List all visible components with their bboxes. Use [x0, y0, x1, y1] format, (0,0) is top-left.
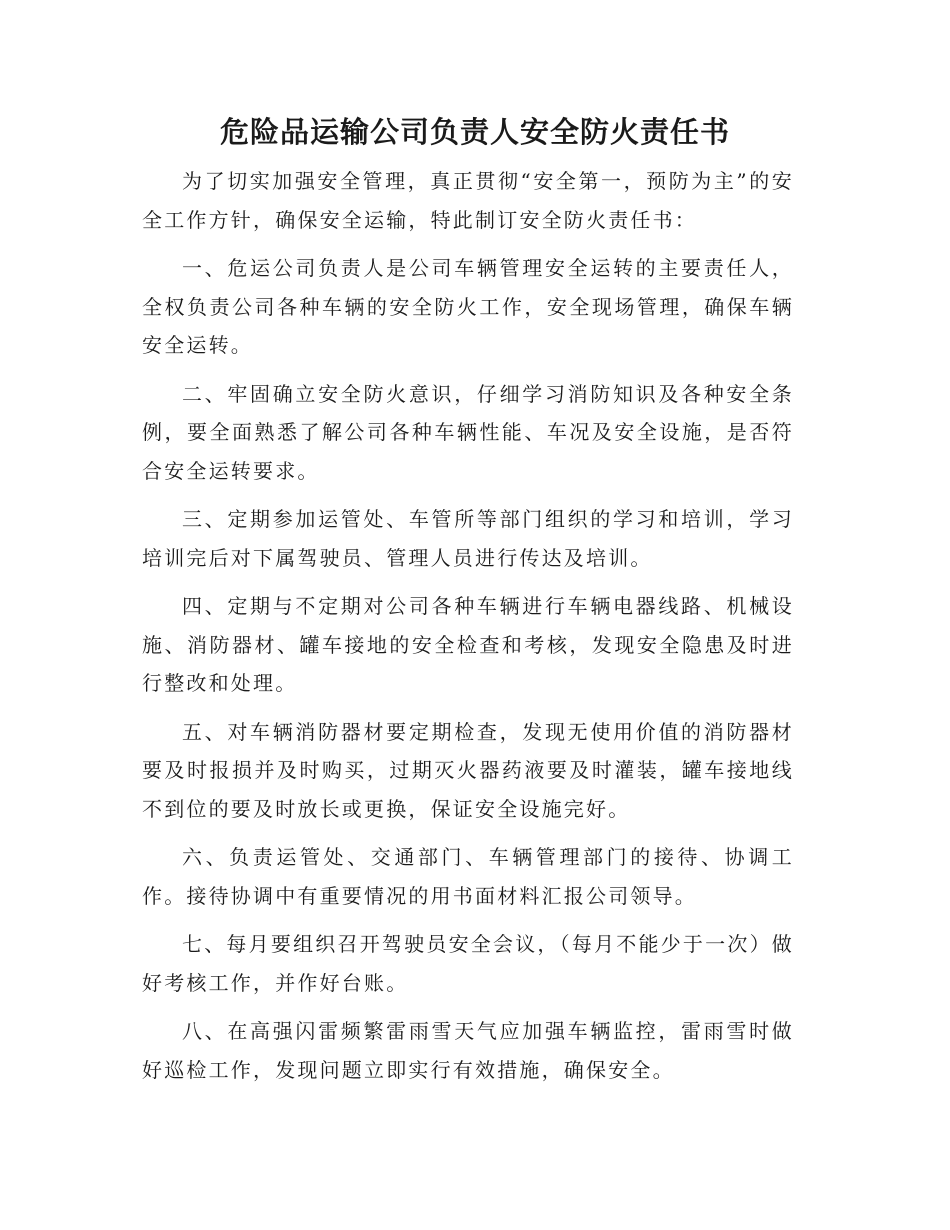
- clause-1-paragraph: 一、危运公司负责人是公司车辆管理安全运转的主要责任人，全权负责公司各种车辆的安全防火工作，安全现场管理，确保车辆安全运转。: [142, 256, 794, 357]
- clause-7-paragraph: 七、每月要组织召开驾驶员安全会议，（每月不能少于一次）做好考核工作，并作好台账。: [142, 932, 794, 995]
- clause-3-paragraph: 三、定期参加运管处、车管所等部门组织的学习和培训，学习培训完后对下属驾驶员、管理人员进行传达及培训。: [142, 507, 794, 570]
- clause-4-paragraph: 四、定期与不定期对公司各种车辆进行车辆电器线路、机械设施、消防器材、罐车接地的安全检查和考核，发现安全隐患及时进行整改和处理。: [142, 594, 794, 695]
- clause-8-paragraph: 八、在高强闪雷频繁雷雨雪天气应加强车辆监控，雷雨雪时做好巡检工作，发现问题立即实行有效措施，确保安全。: [142, 1019, 794, 1082]
- clause-5-paragraph: 五、对车辆消防器材要定期检查，发现无使用价值的消防器材要及时报损并及时购买，过期灭火器药液要及时灌装，罐车接地线不到位的要及时放长或更换，保证安全设施完好。: [142, 719, 794, 821]
- clause-2-paragraph: 二、牢固确立安全防火意识，仔细学习消防知识及各种安全条例，要全面熟悉了解公司各种车辆性能、车况及安全设施，是否符合安全运转要求。: [142, 381, 794, 483]
- document-title: 危险品运输公司负责人安全防火责任书: [219, 115, 730, 149]
- intro-paragraph: 为了切实加强安全管理，真正贯彻“安全第一，预防为主”的安全工作方针，确保安全运输，特此制订安全防火责任书：: [142, 169, 794, 232]
- document-body: [142, 162, 794, 1099]
- clause-6-paragraph: 六、负责运管处、交通部门、车辆管理部门的接待、协调工作。接待协调中有重要情况的用书面材料汇报公司领导。: [142, 845, 794, 908]
